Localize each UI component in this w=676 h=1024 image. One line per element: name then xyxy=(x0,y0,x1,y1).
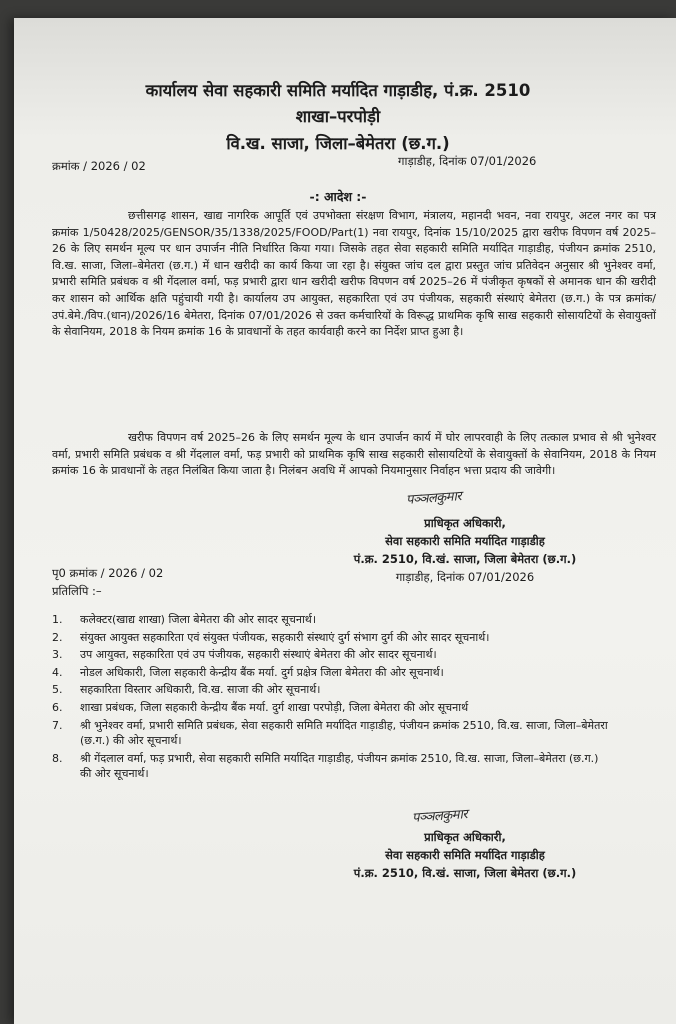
copy-list-item xyxy=(52,718,612,749)
copy-list-item xyxy=(52,751,612,782)
office-title: कार्यालय सेवा सहकारी समिति मर्यादित गाड़ाडीह, पं.क्र. 2510 xyxy=(145,81,531,100)
signatory-title-2: प्राधिकृत अधिकारी, xyxy=(424,830,506,844)
signatory-address-2: पं.क्र. 2510, वि.खं. साजा, जिला बेमेतरा (छ.ग.) xyxy=(353,866,577,880)
handwritten-signature-2: पञ्ञलकुमार xyxy=(411,807,468,826)
block-district-title: वि.ख. साजा, जिला–बेमेतरा (छ.ग.) xyxy=(226,134,450,153)
copy-item-number: 2. xyxy=(52,630,63,644)
signatory-title: प्राधिकृत अधिकारी, xyxy=(424,516,506,530)
reference-number: क्रमांक / 2026 / 02 xyxy=(52,159,146,173)
copy-list-item xyxy=(52,700,612,716)
copy-item-text: नोडल अधिकारी, जिला सहकारी केन्द्रीय बैंक मर्या. दुर्ग प्रक्षेत्र जिला बेमेतरा की ओर सूचनार्थ। xyxy=(80,665,444,679)
signatory-organization-2: सेवा सहकारी समिति मर्यादित गाड़ाडीह xyxy=(385,848,545,862)
copy-item-text: श्री गेंदलाल वर्मा, फड़ प्रभारी, सेवा सहकारी समिति मर्यादित गाड़ाडीह, पंजीयन क्रमांक 2510, वि.ख. साजा, जिला–बेमेतरा (छ.ग.) की ओर सूचनार्थ। xyxy=(80,751,599,781)
copy-item-number: 7. xyxy=(52,718,63,732)
order-paragraph-1 xyxy=(52,208,656,341)
signatory-address: पं.क्र. 2510, वि.खं. साजा, जिला बेमेतरा (छ.ग.) xyxy=(353,552,577,566)
order-paragraph-2 xyxy=(52,430,656,480)
handwritten-signature: पञ्ञलकुमार xyxy=(405,489,462,508)
branch-title: शाखा–परपोड़ी xyxy=(295,107,381,126)
copy-item-number: 3. xyxy=(52,648,63,662)
copy-item-text: शाखा प्रबंधक, जिला सहकारी केन्द्रीय बैंक मर्या. दुर्ग शाखा परपोड़ी, जिला बेमेतरा की ओर सूचनार्थ xyxy=(80,700,469,714)
copy-item-text: कलेक्टर(खाद्य शाखा) जिला बेमेतरा की ओर सादर सूचनार्थ। xyxy=(80,613,316,626)
copy-item-number: 1. xyxy=(52,613,63,626)
order-heading: -: आदेश :- xyxy=(309,189,367,204)
signatory-block-2 xyxy=(330,828,600,882)
signatory-organization: सेवा सहकारी समिति मर्यादित गाड़ाडीह xyxy=(385,534,545,548)
copy-list-item xyxy=(52,612,612,628)
copy-item-number: 6. xyxy=(52,700,63,714)
signatory-block xyxy=(330,514,600,586)
copy-item-text: उप आयुक्त, सहकारिता एवं उप पंजीयक, सहकारी संस्थाएं बेमेतरा की ओर सादर सूचनार्थ। xyxy=(80,648,437,662)
copy-list-item xyxy=(52,647,612,663)
copy-item-number: 4. xyxy=(52,665,63,679)
copy-item-text: सहकारिता विस्तार अधिकारी, वि.ख. साजा की ओर सूचनार्थ। xyxy=(80,683,321,697)
paragraph-2-text: खरीफ विपणन वर्ष 2025–26 के लिए समर्थन मूल्य के धान उपार्जन कार्य में घोर लापरवाही के लिए तत्काल प्रभाव से श्री भुनेश्वर वर्मा, प्रभारी समिति प्रबंधक व श्री गेंदलाल वर्मा, फड़ प्रभारी को प्राथमिक कृषि साख सहकारी सोसायटियों के सेवायुक्तों के सेवानियम, 2018 के नियम क्रमांक 16 के प्रावधानों के तहत निलंबित किया जाता है। निलंबन अवधि में आपको नियमानुसार निर्वाहन भत्ता प्रदाय की जावेगी। xyxy=(52,431,656,478)
issue-date: गाड़ाडीह, दिनांक 07/01/2026 xyxy=(398,154,537,168)
copy-item-number: 8. xyxy=(52,751,63,765)
endorsement-number: पृ0 क्रमांक / 2026 / 02 xyxy=(52,566,164,580)
copy-list-item xyxy=(52,630,612,646)
paragraph-1-text: छत्तीसगढ़ शासन, खाद्य नागरिक आपूर्ति एवं उपभोक्ता संरक्षण विभाग, मंत्रालय, महानदी भवन, नवा रायपुर, अटल नगर का पत्र क्रमांक 1/50428/2025/GENSOR/35/1338/2025/FOOD/Part(1) नवा रायपुर, दिनांक 15/10/2025 द्वारा खरीफ विपणन वर्ष 2025–26 के लिए समर्थन मूल्य पर धान उपार्जन नीति निर्धारित किया गया। जिसके तहत सेवा सहकारी समिति मर्यादित गाड़ाडीह, पंजीयन क्रमांक 2510, वि.ख. साजा, जिला–बेमेतरा (छ.ग.) में धान खरीदी का कार्य किया जा रहा है। संयुक्त जांच दल द्वारा प्रस्तुत जांच प्रतिवेदन अनुसार श्री भुनेश्वर वर्मा, प्रभारी समिति प्रबंधक व श्री गेंदलाल वर्मा, फड़ प्रभारी द्वारा धान खरीदी खरीफ विपणन वर्ष 2025–26 में पंजीकृत कृषकों से अमानक धान की खरीदी कर शासन को आर्थिक क्षति पहुंचायी गयी है। कार्यालय उप आयुक्त, सहकारिता एवं उप पंजीयक, सहकारी संस्थाएं बेमेतरा (छ.ग.) के पत्र क्रमांक/उपं.बेमे./विप.(धान)/2026/16 बेमेतरा, दिनांक 07/01/2026 से उक्त कर्मचारियों के विरूद्ध प्राथमिक कृषि साख सहकारी सोसायटियों के सेवायुक्तों के सेवानियम, 2018 के नियम क्रमांक 16 के प्रावधानों के तहत कार्यवाही करने का निर्देश प्राप्त हुआ है। xyxy=(52,209,656,339)
copy-to-list xyxy=(52,612,612,784)
copy-item-text: श्री भुनेश्वर वर्मा, प्रभारी समिति प्रबंधक, सेवा सहकारी समिति मर्यादित गाड़ाडीह, पंजीयन क्रमांक 2510, वि.ख. साजा, जिला–बेमेतरा (छ.ग.) की ओर सूचनार्थ। xyxy=(80,718,608,748)
copy-item-number: 5. xyxy=(52,683,63,697)
copy-list-item xyxy=(52,682,612,698)
copy-item-text: संयुक्त आयुक्त सहकारिता एवं संयुक्त पंजीयक, सहकारी संस्थाएं दुर्ग संभाग दुर्ग की ओर सादर सूचनार्थ। xyxy=(80,630,490,644)
signatory-date: गाड़ाडीह, दिनांक 07/01/2026 xyxy=(395,570,535,584)
copy-to-label: प्रतिलिपि :– xyxy=(52,584,102,598)
copy-list-item xyxy=(52,665,612,681)
